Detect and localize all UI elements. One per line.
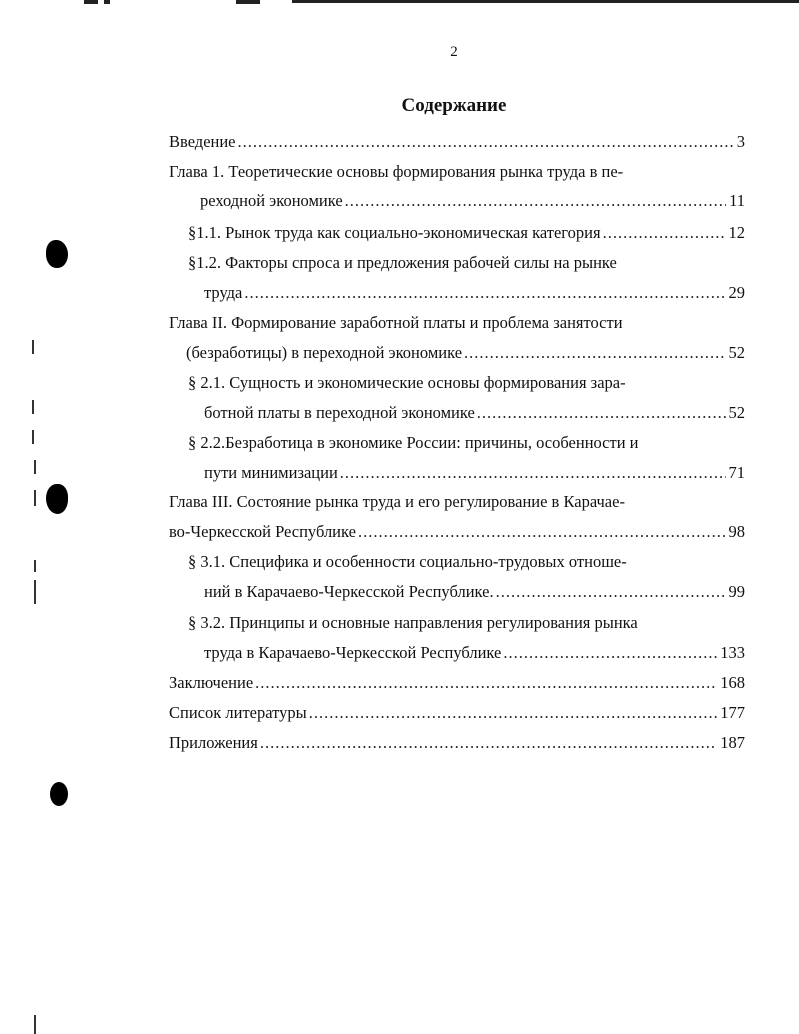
toc-entry-text: реходной экономике [200, 191, 343, 210]
toc-entry-ch3-line1: Глава III. Состояние рынка труда и его регулирование в Карачае- [169, 492, 625, 511]
toc-entry-text: труда [204, 283, 243, 302]
dot-leader [244, 283, 725, 303]
dot-leader [255, 673, 717, 693]
toc-entry-text: Список литературы [169, 703, 307, 722]
toc-entry-text: §1.1. Рынок труда как социально-экономическая категория [188, 223, 601, 242]
toc-page-number: 133 [720, 643, 745, 662]
toc-page-number: 187 [720, 733, 745, 752]
toc-entry-text: ний в Карачаево-Черкесской Республике. [204, 582, 494, 601]
toc-entry-s22-line1: § 2.2.Безработица в экономике России: причины, особенности и [188, 433, 639, 452]
toc-entry-s21 [204, 403, 745, 423]
toc-page-number: 177 [720, 703, 745, 722]
dot-leader [358, 522, 726, 542]
toc-entry-ch3 [169, 522, 745, 542]
dot-leader [603, 223, 726, 243]
page-number: 2 [450, 44, 458, 60]
toc-entry-text: Приложения [169, 733, 258, 752]
dot-leader [238, 132, 734, 152]
toc-entry-conclusion [169, 673, 745, 693]
toc-page-number: 168 [720, 673, 745, 692]
toc-entry-s32 [204, 643, 745, 663]
toc-page-number: 71 [728, 463, 745, 482]
toc-entry-ch1 [200, 191, 745, 211]
toc-page-number: 52 [728, 403, 745, 422]
toc-page-number: 29 [728, 283, 745, 302]
dot-leader [260, 733, 717, 753]
toc-entry-s21-line1: § 2.1. Сущность и экономические основы формирования зара- [188, 373, 626, 392]
toc-entry-s31-line1: § 3.1. Специфика и особенности социально-трудовых отноше- [188, 552, 627, 571]
toc-entry-bibliography [169, 703, 745, 723]
dot-leader [503, 643, 717, 663]
toc-entry-text: Заключение [169, 673, 254, 692]
dot-leader [340, 463, 726, 483]
toc-entry-text: труда в Карачаево-Черкесской Республике [204, 643, 502, 662]
toc-entry-s11 [188, 223, 745, 243]
toc-entry-s12 [204, 283, 745, 303]
toc-page-number: 3 [736, 132, 745, 151]
toc-entry-text: Введение [169, 132, 236, 151]
toc-page-number: 52 [728, 343, 745, 362]
toc-page-number: 99 [728, 582, 745, 601]
toc-entry-ch2 [186, 343, 745, 363]
toc-page-number: 12 [728, 223, 745, 242]
toc-entry-intro [169, 132, 745, 152]
toc-page-number: 98 [728, 522, 745, 541]
toc-entry-text: (безработицы) в переходной экономике [186, 343, 463, 362]
toc-title: Содержание [401, 95, 507, 116]
dot-leader [464, 343, 725, 363]
dot-leader [477, 403, 726, 423]
dot-leader [345, 191, 726, 211]
toc-entry-text: пути минимизации [204, 463, 338, 482]
toc-entry-s22 [204, 463, 745, 483]
toc-entry-s31 [204, 582, 745, 602]
toc-entry-s12-line1: §1.2. Факторы спроса и предложения рабочей силы на рынке [188, 253, 617, 272]
toc-entry-ch2-line1: Глава II. Формирование заработной платы и проблема занятости [169, 313, 623, 332]
dot-leader [496, 582, 726, 602]
toc-entry-ch1-line1: Глава 1. Теоретические основы формирования рынка труда в пе- [169, 162, 624, 181]
toc-entry-appendices [169, 733, 745, 753]
toc-entry-text: во-Черкесской Республике [169, 522, 356, 541]
dot-leader [309, 703, 718, 723]
toc-page-number: 11 [729, 191, 745, 210]
toc-entry-s32-line1: § 3.2. Принципы и основные направления регулирования рынка [188, 613, 638, 632]
toc-entry-text: ботной платы в переходной экономике [204, 403, 475, 422]
